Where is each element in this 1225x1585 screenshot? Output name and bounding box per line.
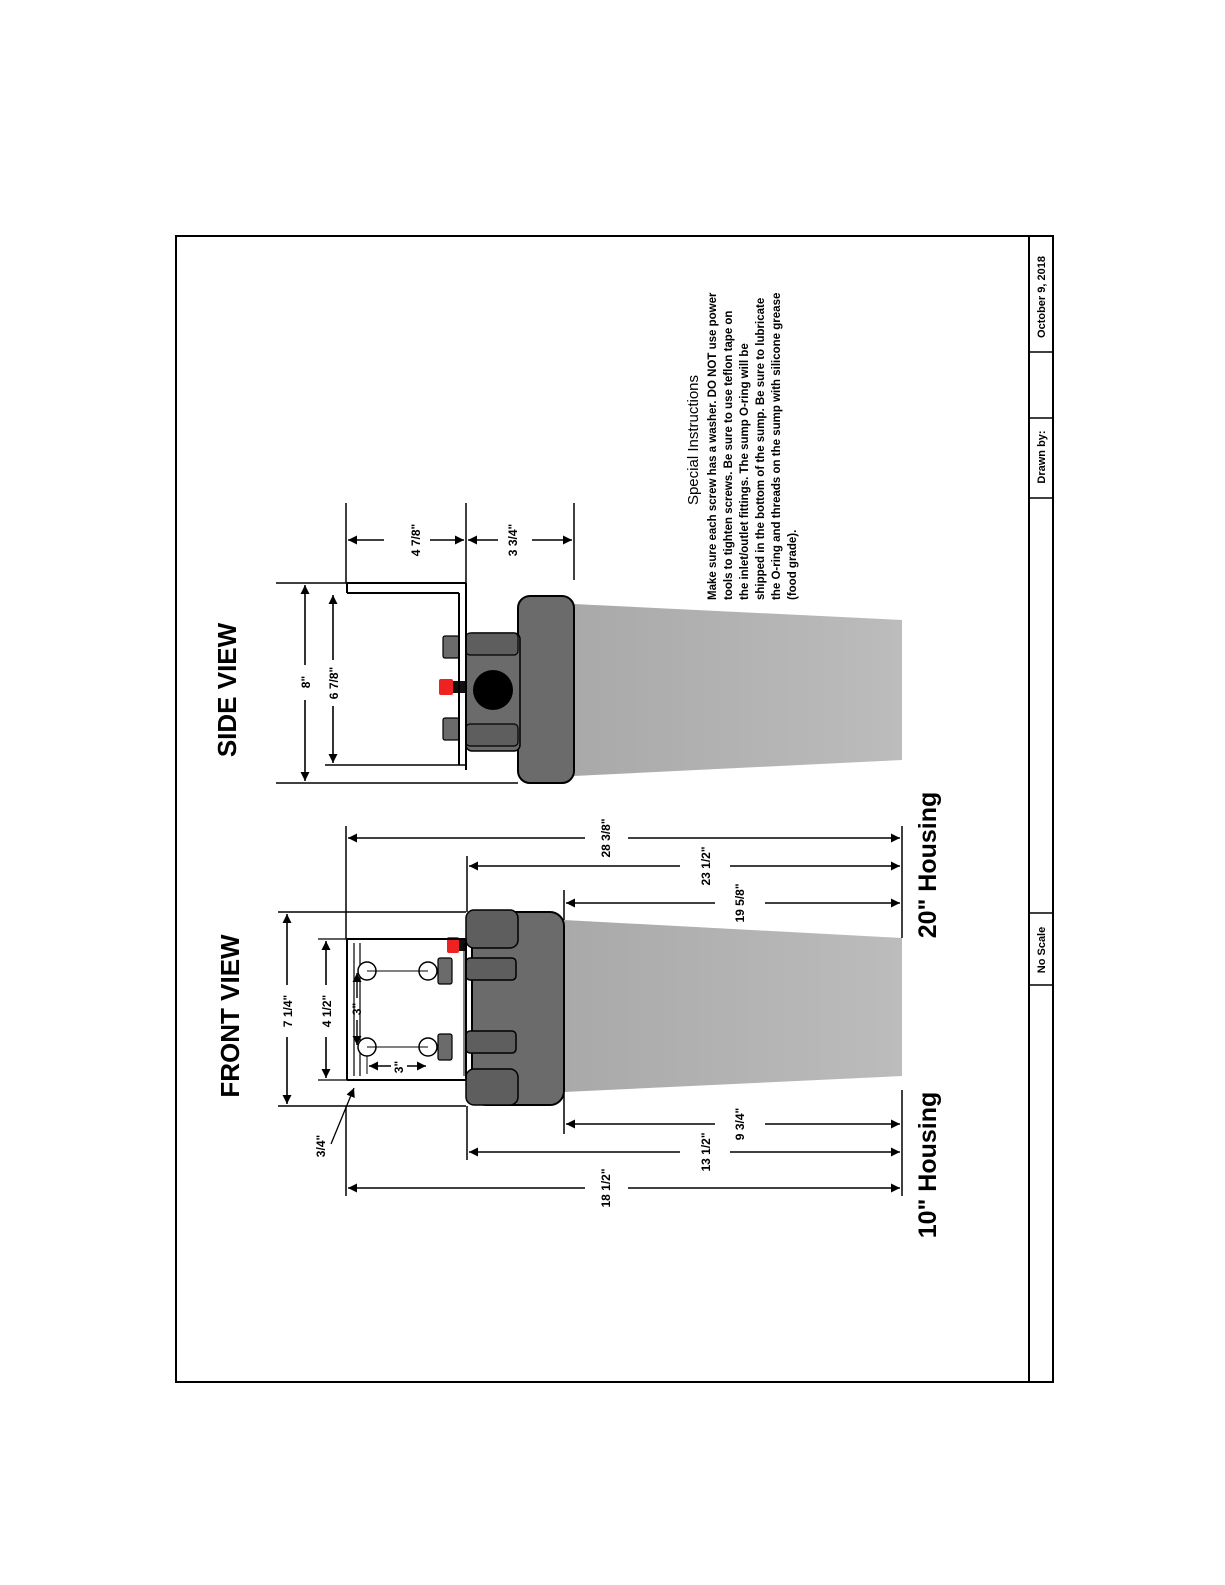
- scale-label: No Scale: [1036, 926, 1048, 974]
- dim-head-depth-label: 3 3/4": [506, 523, 520, 557]
- side-view-title: SIDE VIEW: [212, 622, 242, 758]
- front-sump: [564, 920, 902, 1092]
- date-label: October 9, 2018: [1036, 256, 1048, 338]
- dim-side-outer-label: 8": [299, 675, 313, 689]
- instructions-line: (food grade).: [787, 529, 799, 600]
- dim-bolt-spacing-a-label: 3": [350, 1002, 364, 1016]
- side-head-tab: [466, 724, 518, 746]
- housing-20-label: 20" Housing: [914, 791, 942, 939]
- instructions-line: Make sure each screw has a washer. DO NOT use power: [707, 292, 719, 600]
- drawn-by-label: Drawn by:: [1036, 430, 1048, 484]
- side-relief-button: [439, 679, 453, 695]
- bolt-head: [438, 1034, 452, 1060]
- dim-h10-head-label: 13 1/2": [699, 1132, 713, 1172]
- side-sump: [574, 604, 902, 776]
- pressure-relief-stem: [459, 939, 466, 951]
- dim-offset-leader: [331, 1088, 354, 1144]
- side-bolt: [443, 636, 459, 658]
- dim-offset-label: 3/4": [314, 1134, 328, 1158]
- dim-side-inner-label: 6 7/8": [327, 666, 341, 700]
- instructions-line: the O-ring and threads on the sump with silicone grease: [771, 292, 783, 600]
- instructions-line: tools to tighten screws. Be sure to use teflon tape on: [723, 310, 735, 600]
- front-inlet-port: [466, 958, 516, 980]
- housing-10-label: 10" Housing: [914, 1091, 942, 1239]
- side-head-tab: [466, 633, 518, 655]
- side-bolt: [443, 718, 459, 740]
- dim-bolt-span-label: 4 1/2": [320, 994, 334, 1028]
- side-port-opening: [473, 670, 513, 710]
- bolt-head: [438, 958, 452, 984]
- front-head-cap: [466, 1069, 518, 1105]
- instructions-heading: Special Instructions: [685, 374, 702, 506]
- dim-h10-bracket-label: 18 1/2": [599, 1168, 613, 1208]
- dim-bolt-spacing-b-label: 3": [392, 1060, 406, 1074]
- front-view-title: FRONT VIEW: [215, 934, 245, 1098]
- instructions-line: shipped in the bottom of the sump. Be sure to lubricate: [755, 297, 767, 600]
- front-outlet-port: [466, 1031, 516, 1053]
- dim-h20-bracket-label: 28 3/8": [599, 818, 613, 858]
- special-instructions: [685, 292, 799, 600]
- front-head-cap: [466, 910, 518, 948]
- dim-h20-head-label: 23 1/2": [699, 846, 713, 886]
- dim-h20-sump-label: 19 5/8": [733, 883, 747, 923]
- side-filter-head: [518, 596, 574, 783]
- instructions-line: the inlet/outlet fittings. The sump O-ring will be: [739, 343, 751, 600]
- dim-bracket-depth-label: 4 7/8": [409, 523, 423, 557]
- dim-width-label: 7 1/4": [281, 994, 295, 1028]
- dim-h10-sump-label: 9 3/4": [733, 1107, 747, 1141]
